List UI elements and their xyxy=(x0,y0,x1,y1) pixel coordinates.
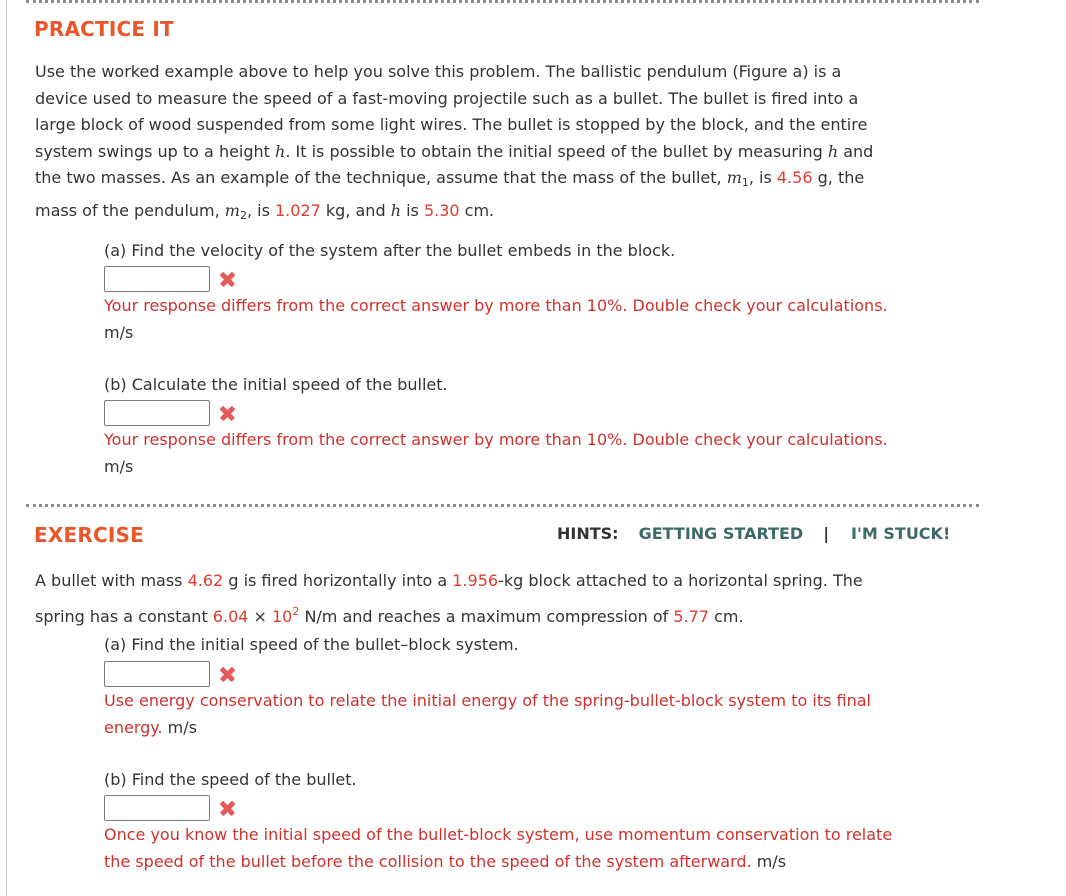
practice-part-a-feedback: Your response differs from the correct answer by more than 10%. Double check your calculations. xyxy=(104,296,888,315)
practice-part-a-question: (a) Find the velocity of the system after the bullet embeds in the block. xyxy=(104,241,676,260)
exercise-part-b-question: (b) Find the speed of the bullet. xyxy=(104,770,357,789)
spring-constant-exponent: $10^2$ xyxy=(272,605,300,626)
exercise-part-a-answer-row xyxy=(104,659,236,689)
var-h: h xyxy=(275,141,286,161)
incorrect-x-icon xyxy=(218,665,236,683)
section-divider xyxy=(26,504,979,507)
exercise-part-a-input[interactable] xyxy=(104,661,210,687)
bullet-mass-value: 4.56 xyxy=(776,168,813,187)
exercise-part-a-question: (a) Find the initial speed of the bullet–block system. xyxy=(104,635,519,654)
bullet-mass-value: 4.62 xyxy=(187,571,224,590)
exercise-title: EXERCISE xyxy=(34,523,144,547)
exercise-problem-text xyxy=(35,565,975,632)
practice-part-b-unit: m/s xyxy=(104,457,134,476)
practice-part-a-input[interactable] xyxy=(104,266,210,292)
exercise-part-b-unit: m/s xyxy=(756,852,787,871)
practice-line-6: mass of the pendulum, $m_2$, is 1.027 kg, and h is 5.30 cm. xyxy=(35,200,495,222)
practice-line-1: Use the worked example above to help you solve this problem. The ballistic pendulum (Figure a) is a xyxy=(35,62,842,81)
compression-value: 5.77 xyxy=(673,607,709,626)
var-m2: $m_2$ xyxy=(224,200,247,222)
hints-label: HINTS: xyxy=(557,524,619,543)
var-h: h xyxy=(390,200,401,220)
pendulum-mass-value: 1.027 xyxy=(275,200,321,220)
practice-line-2: device used to measure the speed of a fast-moving projectile such as a bullet. The bullet is fired into a xyxy=(35,88,859,108)
incorrect-x-icon xyxy=(218,799,236,817)
practice-problem-text xyxy=(35,59,975,229)
exercise-part-b-feedback: Once you know the initial speed of the bullet-block system, use momentum conservation to relate the speed of the bullet before the collision to the speed of the system afterward. m/s xyxy=(104,825,893,871)
practice-part-b-answer-row xyxy=(104,398,236,428)
practice-part-b-question: (b) Calculate the initial speed of the bullet. xyxy=(104,375,448,394)
incorrect-x-icon xyxy=(218,404,236,422)
left-border xyxy=(6,0,7,896)
practice-part-b-input[interactable] xyxy=(104,400,210,426)
practice-part-a-answer-row xyxy=(104,264,236,294)
var-m1: $m_1$ xyxy=(726,168,749,189)
exercise-line-2: spring has a constant $6.04 \times 10^2$ N/m and reaches a maximum compression of 5.77 cm. xyxy=(35,605,744,626)
practice-line-5: the two masses. As an example of the technique, assume that the mass of the bullet, $m_1$, is 4.56 g, the xyxy=(35,168,865,189)
block-mass-value: 1.956 xyxy=(452,571,499,590)
incorrect-x-icon xyxy=(218,270,236,288)
practice-line-3: large block of wood suspended from some light wires. The bullet is stopped by the block, and the entire xyxy=(35,115,868,134)
practice-title: PRACTICE IT xyxy=(34,17,174,41)
exercise-part-a-unit: m/s xyxy=(167,718,197,737)
exercise-part-a-feedback: Use energy conservation to relate the initial energy of the spring-bullet-block system to its final energy. m/s xyxy=(104,691,871,737)
height-value: 5.30 xyxy=(423,200,460,220)
im-stuck-link[interactable]: I'M STUCK! xyxy=(851,524,951,543)
getting-started-link[interactable]: GETTING STARTED xyxy=(638,524,804,543)
exercise-part-b-answer-row xyxy=(104,793,236,823)
section-divider-top xyxy=(26,0,979,3)
var-h: h xyxy=(827,141,839,161)
exercise-part-b-input[interactable] xyxy=(104,795,210,821)
spring-constant-value: 6.04 xyxy=(212,607,249,626)
practice-part-b-feedback: Your response differs from the correct answer by more than 10%. Double check your calculations. xyxy=(104,430,888,449)
practice-part-a-unit: m/s xyxy=(104,323,134,342)
practice-line-4: system swings up to a height h. It is possible to obtain the initial speed of the bullet by measuring h and xyxy=(35,141,874,161)
hints-bar xyxy=(557,524,950,543)
exercise-line-1: A bullet with mass 4.62 g is fired horizontally into a 1.956-kg block attached to a horizontal spring. The xyxy=(35,571,863,590)
hints-separator: | xyxy=(823,524,830,543)
